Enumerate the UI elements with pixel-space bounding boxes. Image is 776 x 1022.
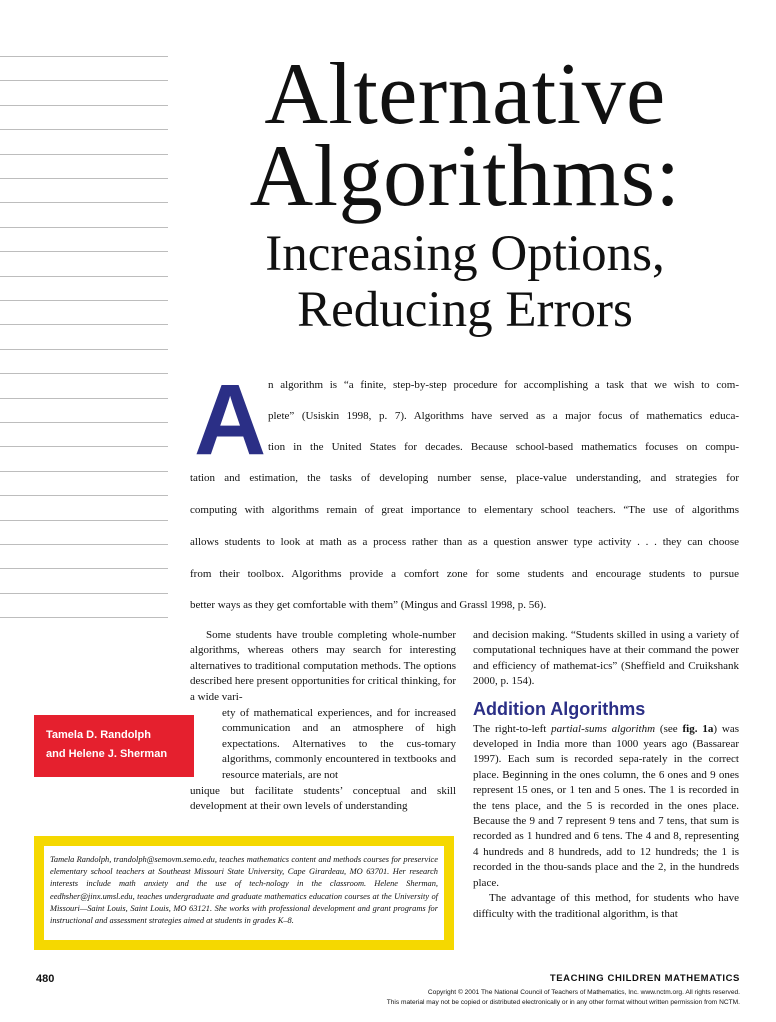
left-column-wrapped — [222, 706, 456, 783]
rule-line — [0, 251, 168, 252]
figure-reference: fig. 1a — [682, 722, 714, 735]
lead-line-6: allows students to look at math as a process rather than as a question answer type activity . . . they can choose — [190, 536, 739, 548]
rule-line — [0, 520, 168, 521]
rule-line — [0, 56, 168, 57]
rule-line — [0, 276, 168, 277]
rule-line — [0, 80, 168, 81]
rule-line — [0, 495, 168, 496]
lead-line-2: plete” (Usiskin 1998, p. 7). Algorithms have served as a major focus of mathematics educa- — [268, 410, 739, 422]
margin-rules — [0, 56, 168, 636]
rule-line — [0, 324, 168, 325]
left-column-bottom — [190, 784, 456, 815]
left-paragraph-top: Some students have trouble completing whole-number algorithms, whereas others may search for interesting alternatives to traditional computation methods. The options described here present opportunities for critical thinking, for a wide vari- — [190, 629, 456, 703]
right-paragraph-3: The advantage of this method, for students who have difficulty with the traditional algorithm, is that — [473, 892, 739, 920]
rule-line — [0, 544, 168, 545]
subtitle-line-1: Increasing Options, — [265, 226, 665, 282]
p2-start: The right-to-left — [473, 722, 552, 735]
rule-line — [0, 471, 168, 472]
lead-line-3: tion in the United States for decades. Because school-based mathematics focuses on compu- — [268, 441, 739, 453]
rule-line — [0, 568, 168, 569]
lead-line-8: better ways as they get comfortable with them” (Mingus and Grassl 1998, p. 56). — [190, 599, 547, 611]
right-column — [473, 628, 739, 922]
author-line-2: and Helene J. Sherman — [46, 748, 168, 760]
p2-mid: (see — [655, 722, 683, 735]
article-title-block — [180, 46, 750, 338]
rule-line — [0, 105, 168, 106]
rule-line — [0, 422, 168, 423]
rule-line — [0, 129, 168, 130]
rule-line — [0, 227, 168, 228]
lead-line-4: tation and estimation, the tasks of developing number sense, place-value understanding, and strategies for — [190, 472, 739, 484]
p2-rest: ) was developed in India more than 1000 years ago (Bassarear 1997). Each sum is recorded sepa-rately in the correct place. Beginning in the ones column, the 6 ones and 9 ones represent 15 ones, or 1 ten and 5 ones. The 1 is recorded in the tens place, and the 5 is recorded in the ones place. Because the 9 and 7 represent 9 tens and 7 tens, that sum is recorded as 1 hundred and 6 tens. The 4 and 8, representing 4 hundreds and 8 hundreds, add to 12 hundreds; the 1 is recorded in the thou-sands place and the 2, in the hundreds place. — [473, 722, 739, 889]
p2-italic-term: partial-sums algorithm — [551, 722, 656, 735]
left-paragraph-wrapped: ety of mathematical experiences, and for increased communication and an atmosphere of high expectations. Alternatives to the cus-tomary algorithms, commonly encountered in textbooks and resource materials, are not — [222, 707, 456, 781]
author-bio-text: Tamela Randolph, trandolph@semovm.semo.edu, teaches mathematics content and methods courses for preservice elementary school teachers at Southeast Missouri State University, Cape Girardeau, MO 63701. Her research interests include math anxiety and the use of tech-nology in the classroom. Helene Sherman, eedhsher@jinx.umsl.edu, teaches undergraduate and graduate mathematics education courses at the University of Missouri—Saint Louis, Saint Louis, MO 63121. She works with professional development and grant programs for instructional and assessment strategies aimed at students in grades K–8. — [50, 855, 438, 926]
rule-line — [0, 373, 168, 374]
left-paragraph-bottom: unique but facilitate students’ conceptual and skill development at their own levels of understanding — [190, 785, 456, 813]
lead-line-1: n algorithm is “a finite, step-by-step procedure for accomplishing a task that we wish to com- — [268, 379, 739, 391]
copyright-notice — [220, 988, 740, 1008]
copyright-line-1: Copyright © 2001 The National Council of Teachers of Mathematics, Inc. www.nctm.org. All rights reserved. — [427, 989, 740, 996]
rule-line — [0, 593, 168, 594]
rule-line — [0, 446, 168, 447]
left-column — [190, 628, 456, 705]
right-paragraph-2 — [473, 722, 739, 891]
drop-cap: A — [194, 364, 267, 476]
rule-line — [0, 300, 168, 301]
lead-line-5: computing with algorithms remain of great importance to elementary school teachers. “The use of algorithms — [190, 504, 739, 516]
author-box — [34, 715, 194, 777]
subtitle-line-2: Reducing Errors — [297, 282, 633, 338]
copyright-line-2: This material may not be copied or distributed electronically or in any other format without written permission from NCTM. — [386, 999, 740, 1006]
lead-line-7: from their toolbox. Algorithms provide a comfort zone for some students and encourage students to pursue — [190, 568, 739, 580]
rule-line — [0, 617, 168, 618]
title-line-1: Alternative — [264, 46, 666, 143]
rule-line — [0, 154, 168, 155]
title-line-2: Algorithms: — [249, 128, 681, 225]
right-paragraph-1: and decision making. “Students skilled in using a variety of computational techniques have at their command the power and efficiency of mathemat-ics” (Sheffield and Cruikshank 2000, p. 154). — [473, 629, 739, 688]
author-line-1: Tamela D. Randolph — [46, 729, 151, 741]
journal-name: TEACHING CHILDREN MATHEMATICS — [549, 973, 740, 984]
author-bio-box — [34, 836, 454, 950]
rule-line — [0, 202, 168, 203]
section-heading: Addition Algorithms — [473, 698, 646, 719]
rule-line — [0, 349, 168, 350]
rule-line — [0, 178, 168, 179]
page-number: 480 — [36, 973, 55, 985]
rule-line — [0, 398, 168, 399]
